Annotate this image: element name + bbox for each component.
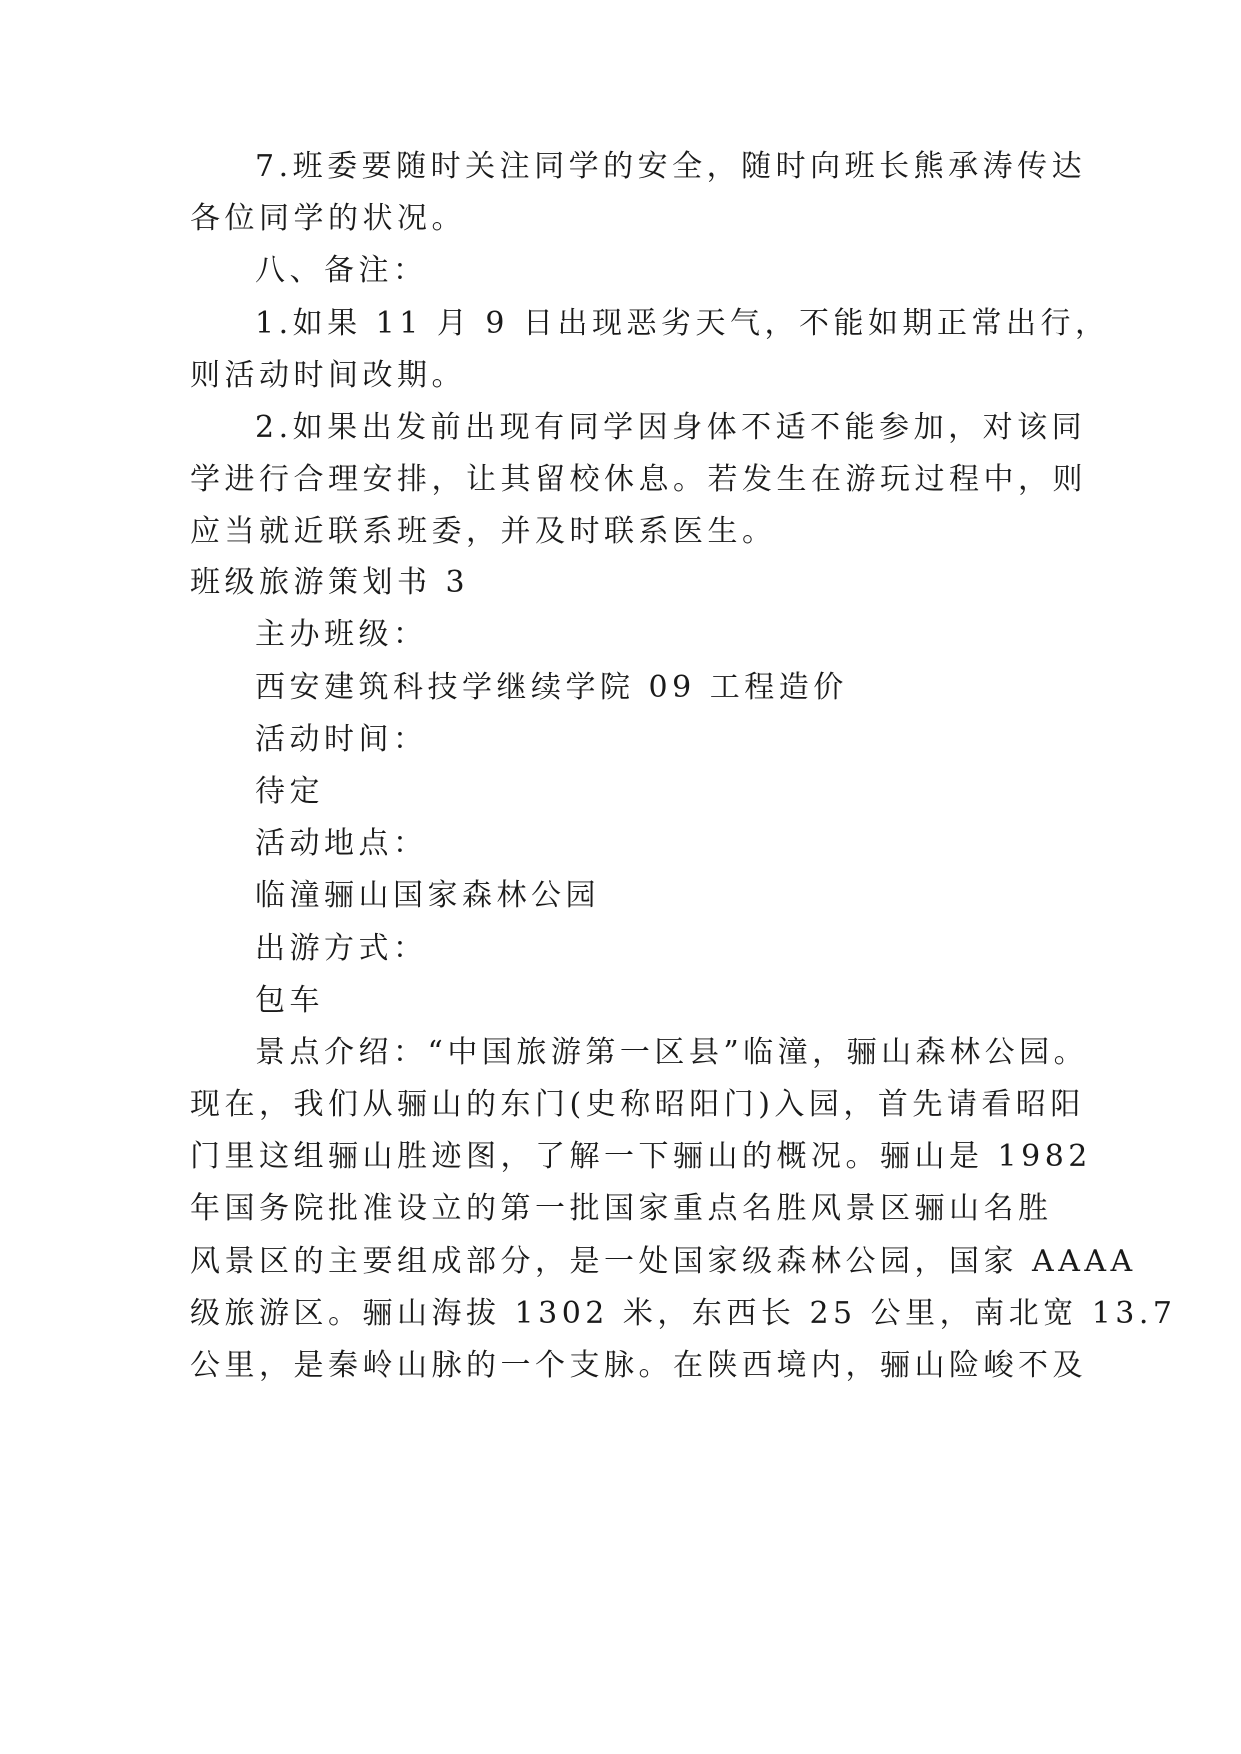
paragraph-line: 现在，我们从骊山的东门(史称昭阳门)入园，首先请看昭阳 — [190, 1087, 1085, 1122]
paragraph-line: 风景区的主要组成部分，是一处国家级森林公园，国家 AAAA — [190, 1244, 1137, 1279]
field-label: 主办班级： — [255, 617, 428, 652]
paragraph-line: 7.班委要随时关注同学的安全，随时向班长熊承涛传达 — [255, 149, 1087, 184]
document-title: 班级旅游策划书 3 — [190, 565, 470, 600]
paragraph-line: 2.如果出发前出现有同学因身体不适不能参加，对该同 — [255, 410, 1087, 445]
field-label: 活动地点： — [255, 826, 428, 861]
paragraph-line: 1.如果 11 月 9 日出现恶劣天气，不能如期正常出行， — [255, 306, 1110, 341]
paragraph-line: 年国务院批准设立的第一批国家重点名胜风景区骊山名胜 — [190, 1191, 1053, 1226]
paragraph-line: 学进行合理安排，让其留校休息。若发生在游玩过程中，则 — [190, 462, 1087, 497]
field-label: 出游方式： — [255, 931, 428, 966]
field-value: 西安建筑科技学继续学院 09 工程造价 — [255, 670, 848, 705]
field-label: 活动时间： — [255, 722, 428, 757]
paragraph-line: 应当就近联系班委，并及时联系医生。 — [190, 514, 777, 549]
section-heading: 八、备注： — [255, 253, 428, 288]
field-value: 临潼骊山国家森林公园 — [255, 878, 600, 913]
paragraph-line: 则活动时间改期。 — [190, 358, 466, 393]
paragraph-line: 门里这组骊山胜迹图，了解一下骊山的概况。骊山是 1982 — [190, 1139, 1092, 1174]
field-value: 包车 — [255, 983, 324, 1018]
paragraph-line: 级旅游区。骊山海拔 1302 米，东西长 25 公里，南北宽 13.7 — [190, 1296, 1177, 1331]
paragraph-line: 公里，是秦岭山脉的一个支脉。在陕西境内，骊山险峻不及 — [190, 1348, 1087, 1383]
paragraph-line: 景点介绍：“中国旅游第一区县”临潼，骊山森林公园。 — [255, 1035, 1089, 1070]
paragraph-line: 各位同学的状况。 — [190, 201, 466, 236]
field-value: 待定 — [255, 774, 324, 809]
